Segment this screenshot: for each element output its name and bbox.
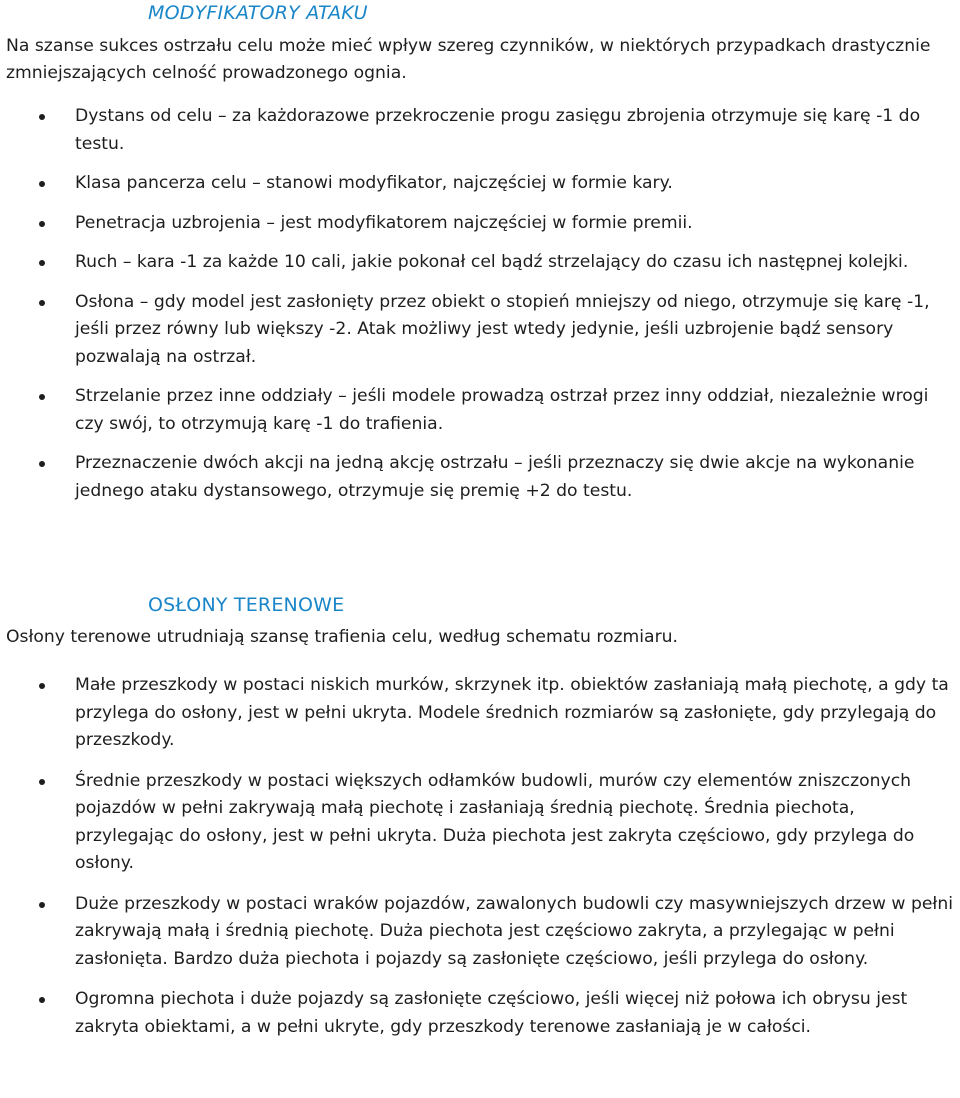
bullet-icon bbox=[39, 114, 45, 120]
list-item-text: Duże przeszkody w postaci wraków pojazdów, zawalonych budowli czy masywniejszych drzew w pełni zakrywają małą i średnią piechotę. Duża piechota jest częściowo zakryta, a przylegając w pełni zasłonięta. Bardzo duża piechota i pojazdy są zasłonięte częściowo, jeśli przylega do osłony. bbox=[75, 893, 953, 969]
bullet-icon bbox=[39, 300, 45, 306]
list-item bbox=[0, 891, 960, 974]
bullet-icon bbox=[39, 260, 45, 266]
list-item bbox=[0, 103, 960, 158]
list-item-text: Klasa pancerza celu – stanowi modyfikator, najczęściej w formie kary. bbox=[75, 173, 673, 193]
list-item-text: Penetracja uzbrojenia – jest modyfikatorem najczęściej w formie premii. bbox=[75, 212, 693, 233]
list-item-text: Dystans od celu – za każdorazowe przekroczenie progu zasięgu zbrojenia otrzymuje się karę -1 do testu. bbox=[75, 106, 921, 154]
section-title-terrain-cover: OSŁONY TERENOWE bbox=[148, 594, 345, 616]
terrain-cover-list bbox=[0, 672, 960, 1054]
section-title-attack-modifiers: MODYFIKATORY ATAKU bbox=[148, 2, 368, 24]
list-item-text: Strzelanie przez inne oddziały – jeśli modele prowadzą ostrzał przez inny oddział, niezależnie wrogi czy swój, to otrzymują karę -1 do trafienia. bbox=[75, 386, 929, 434]
list-item-text: Przeznaczenie dwóch akcji na jedną akcję ostrzału – jeśli przeznaczy się dwie akcje na wykonanie jednego ataku dystansowego, otrzymuje się premię +2 do testu. bbox=[75, 453, 915, 501]
bullet-icon bbox=[39, 181, 45, 187]
bullet-icon bbox=[39, 779, 45, 785]
bullet-icon bbox=[39, 997, 45, 1003]
section-intro-terrain-cover: Osłony terenowe utrudniają szansę trafienia celu, według schematu rozmiaru. bbox=[6, 627, 679, 647]
list-item bbox=[0, 249, 960, 277]
list-item-text: Ogromna piechota i duże pojazdy są zasłonięte częściowo, jeśli więcej niż połowa ich obrysu jest zakryta obiektami, a w pełni ukryte, gdy przeszkody terenowe zasłaniają je w całości. bbox=[75, 989, 908, 1037]
list-item bbox=[0, 210, 960, 238]
list-item bbox=[0, 450, 960, 505]
attack-modifiers-list bbox=[0, 103, 960, 517]
list-item-text: Osłona – gdy model jest zasłonięty przez obiekt o stopień mniejszy od niego, otrzymuje się karę -1, jeśli przez równy lub większy -2. Atak możliwy jest wtedy jedynie, jeśli uzbrojenie bądź sensory pozwalają na ostrzał. bbox=[75, 291, 930, 367]
bullet-icon bbox=[39, 461, 45, 467]
list-item-text: Średnie przeszkody w postaci większych odłamków budowli, murów czy elementów zniszczonych pojazdów w pełni zakrywają małą piechotę i zasłaniają średnią piechotę. Średnia piechota, przylegając do osłony, jest w pełni ukryta. Duża piechota jest zakryta częściowo, gdy przylega do osłony. bbox=[75, 770, 915, 873]
list-item bbox=[0, 170, 960, 198]
list-item bbox=[0, 768, 960, 878]
list-item bbox=[0, 672, 960, 755]
bullet-icon bbox=[39, 902, 45, 908]
bullet-icon bbox=[39, 221, 45, 227]
list-item-text: Małe przeszkody w postaci niskich murków, skrzynek itp. obiektów zasłaniają małą piechotę, a gdy ta przylega do osłony, jest w pełni ukryta. Modele średnich rozmiarów są zasłonięte, gdy przylegają do przeszkody. bbox=[75, 675, 949, 750]
bullet-icon bbox=[39, 394, 45, 400]
list-item bbox=[0, 289, 960, 372]
section-intro-attack-modifiers: Na szanse sukces ostrzału celu może mieć wpływ szereg czynników, w niektórych przypadkach drastycznie zmniejszających celność prowadzonego ognia. bbox=[6, 36, 931, 83]
list-item-text: Ruch – kara -1 za każde 10 cali, jakie pokonał cel bądź strzelający do czasu ich następnej kolejki. bbox=[75, 252, 909, 272]
list-item bbox=[0, 383, 960, 438]
list-item bbox=[0, 986, 960, 1041]
bullet-icon bbox=[39, 683, 45, 689]
